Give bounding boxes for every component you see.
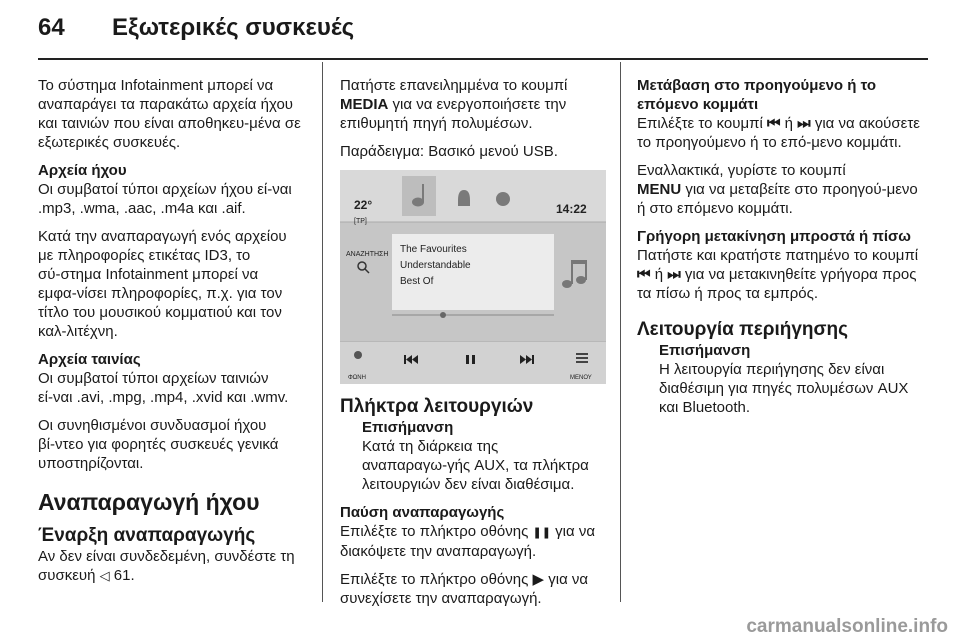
media-key: MEDIA — [340, 96, 389, 113]
next-track-icon: ⏭ — [797, 114, 811, 132]
menu-knob-paragraph: Εναλλακτικά, γυρίστε το κουμπί MENU για να μεταβείτε στο προηγού‑μενο ή στο επόμενο κομμάτι. — [637, 162, 918, 217]
column-divider — [322, 62, 323, 602]
watermark: carmanualsonline.info — [746, 616, 948, 637]
page-header — [0, 0, 960, 56]
note-paragraph: Κατά τη διάρκεια της αναπαραγω‑γής AUX, τα πλήκτρα λειτουργιών δεν είναι διαθέσιμα. — [362, 438, 589, 493]
pause-paragraph: Επιλέξτε το πλήκτρο οθόνης ❚❚ για να διακόψετε την αναπαραγωγή. — [340, 523, 595, 560]
menu-label[interactable]: ΜΕΝΟΥ — [570, 375, 592, 381]
search-label[interactable]: ΑΝΑΖΗΤΗΣΗ — [346, 251, 389, 258]
prev-track-icon: ⏮ — [766, 114, 781, 132]
voice-icon[interactable] — [354, 351, 362, 359]
note-box — [362, 418, 608, 494]
tp-indicator: [TP] — [354, 218, 367, 225]
menu-key: MENU — [637, 181, 682, 198]
temperature: 22° — [354, 198, 373, 212]
fast-seek-heading: Γρήγορη μετακίνηση μπροστά ή πίσω — [637, 228, 911, 245]
intro-paragraph: Το σύστημα Infotainment μπορεί να αναπαράγει τα παρακάτω αρχεία ήχου και ταινιών που είναι αποθηκευ‑μένα σε εξωτερικές συσκευές. — [38, 77, 301, 151]
codec-paragraph: Οι συνηθισμένοι συνδυασμοί ήχου βί‑ντεο για φορητές συσκευές γενικά υποστηρίζονται. — [38, 417, 279, 472]
note-heading: Επισήμανση — [362, 419, 454, 436]
header-rule — [38, 58, 928, 60]
function-keys-heading: Πλήκτρα λειτουργιών — [340, 396, 534, 417]
next-track-icon: ⏭ — [667, 265, 681, 283]
movie-files-heading: Αρχεία ταινίας — [38, 351, 141, 368]
section-title: Αναπαραγωγή ήχου — [38, 489, 260, 515]
track-album: Best Of — [400, 276, 434, 287]
info-icon — [496, 192, 510, 206]
column-divider — [620, 62, 621, 602]
usb-main-menu-screenshot — [340, 170, 606, 384]
browse-note-paragraph: Η λειτουργία περιήγησης δεν είναι διαθέσιμη για πηγές πολυμέσων AUX και Bluetooth. — [659, 361, 909, 416]
pause-heading: Παύση αναπαραγωγής — [340, 504, 505, 521]
media-paragraph: Πατήστε επανειλημμένα το κουμπί MEDIA για να ενεργοποιήσετε την επιθυμητή πηγή πολυμέσων. — [340, 77, 568, 132]
resume-paragraph: Επιλέξτε το πλήκτρο οθόνης ▶ για να συνεχίσετε την αναπαραγωγή. — [340, 570, 589, 607]
track-nav-paragraph: Επιλέξτε το κουμπί ⏮ ή ⏭ για να ακούσετε το προηγούμενο ή το επό‑μενο κομμάτι. — [637, 114, 920, 151]
bell-icon — [458, 190, 470, 206]
start-playback-paragraph: Αν δεν είναι συνδεδεμένη, συνδέστε τη συσκευή ◁ 61. — [38, 548, 295, 584]
page-ref-icon: ◁ — [99, 569, 110, 584]
track-nav-heading: Μετάβαση στο προηγούμενο ή το επόμενο κομμάτι — [637, 77, 877, 113]
browse-mode-heading: Λειτουργία περιήγησης — [637, 319, 849, 340]
clock: 14:22 — [556, 202, 587, 216]
browse-note-box — [659, 341, 929, 417]
menu-icon[interactable] — [576, 353, 588, 363]
audio-files-heading: Αρχεία ήχου — [38, 162, 127, 179]
example-paragraph: Παράδειγμα: Βασικό μενού USB. — [340, 143, 558, 160]
column-2 — [340, 76, 608, 617]
voice-label[interactable]: ΦΩΝΗ — [348, 375, 366, 381]
browse-note-heading: Επισήμανση — [659, 342, 751, 359]
track-title: The Favourites — [400, 244, 467, 255]
play-icon: ▶ — [532, 570, 545, 588]
audio-files-paragraph: Οι συμβατοί τύποι αρχείων ήχου εί‑ναι .mp3, .wma, .aac, .m4a και .aif. — [38, 181, 292, 217]
prev-track-icon: ⏮ — [637, 265, 651, 283]
page-number: 64 — [38, 14, 65, 41]
track-artist: Understandable — [400, 260, 471, 271]
movie-files-paragraph: Οι συμβατοί τύποι αρχείων ταινιών εί‑ναι .avi, .mpg, .mp4, .xvid και .wmv. — [38, 370, 289, 406]
column-1 — [38, 76, 306, 595]
start-playback-heading: Έναρξη αναπαραγωγής — [38, 525, 256, 546]
column-3 — [637, 76, 929, 426]
id3-paragraph: Κατά την αναπαραγωγή ενός αρχείου με πληροφορίες ετικέτας ID3, το σύ‑στημα Infotainment μπορεί να εμφα‑νίσει πληροφορίες, π.χ. για τον τίτλο του μουσικού κομματιού και τον καλ‑λιτέχνη. — [38, 228, 287, 340]
chapter-title: Εξωτερικές συσκευές — [112, 14, 355, 41]
fast-seek-paragraph: Πατήστε και κρατήστε πατημένο το κουμπί ⏮ ή ⏭ για να μετακινηθείτε γρήγορα προς τα πίσω ή προς τα εμπρός. — [637, 247, 919, 302]
pause-icon: ❚❚ — [532, 526, 551, 539]
